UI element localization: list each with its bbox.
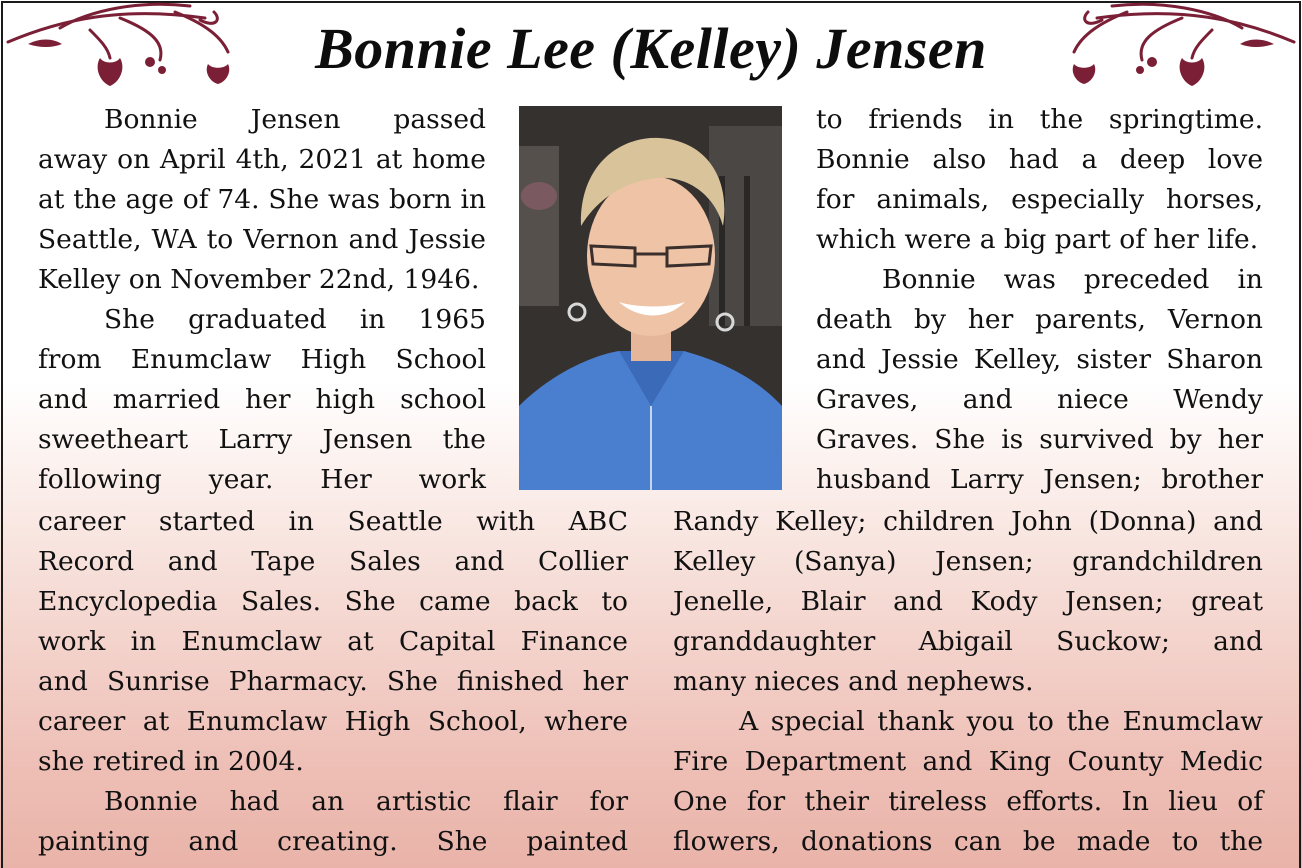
text-line: career started in Seattle with ABC [38, 506, 628, 537]
text-line: She graduated in 1965 [104, 304, 486, 335]
text-line: Fire Department and King County Medic [673, 746, 1263, 777]
text-line: from Enumclaw High School [38, 344, 486, 375]
text-line: Encyclopedia Sales. She came back to [38, 586, 628, 617]
portrait-photo-icon [519, 106, 782, 490]
text-line: Graves, and niece Wendy [816, 384, 1263, 415]
text-line: to friends in the springtime. [816, 104, 1263, 135]
text-line: flowers, donations can be made to the [673, 826, 1263, 857]
text-line: death by her parents, Vernon [816, 304, 1263, 335]
obituary-title: Bonnie Lee (Kelley) Jensen [315, 16, 987, 81]
text-line: Bonnie Jensen passed [104, 104, 486, 135]
text-line: which were a big part of her life. [816, 224, 1259, 255]
text-line: Graves. She is survived by her [816, 424, 1263, 455]
text-line: painting and creating. She painted [38, 826, 628, 857]
text-line: for animals, especially horses, [816, 184, 1263, 215]
text-line: Record and Tape Sales and Collier [38, 546, 628, 577]
text-line: work in Enumclaw at Capital Finance [38, 626, 628, 657]
text-line: at the age of 74. She was born in [38, 184, 486, 215]
text-line: One for their tireless efforts. In lieu of [673, 786, 1263, 817]
text-line: following year. Her work [38, 464, 486, 495]
text-line: Bonnie was preceded in [882, 264, 1263, 295]
text-line: and Sunrise Pharmacy. She finished her [38, 666, 628, 697]
text-line: A special thank you to the Enumclaw [739, 706, 1263, 737]
text-line: Bonnie also had a deep love [816, 144, 1263, 175]
text-line: Randy Kelley; children John (Donna) and [673, 506, 1263, 537]
text-line: and Jessie Kelley, sister Sharon [816, 344, 1263, 375]
text-line: away on April 4th, 2021 at home [38, 144, 486, 175]
text-line: career at Enumclaw High School, where [38, 706, 628, 737]
portrait-photo [519, 106, 782, 490]
text-line: Kelley on November 22nd, 1946. [38, 264, 480, 295]
text-line: many nieces and nephews. [673, 666, 1034, 697]
text-line: sweetheart Larry Jensen the [38, 424, 486, 455]
text-line: granddaughter Abigail Suckow; and [673, 626, 1263, 657]
text-line: Bonnie had an artistic flair for [104, 786, 628, 817]
text-line: Seattle, WA to Vernon and Jessie [38, 224, 486, 255]
text-line: Jenelle, Blair and Kody Jensen; great [673, 586, 1263, 617]
text-line: and married her high school [38, 384, 486, 415]
text-line: she retired in 2004. [38, 746, 304, 777]
text-line: Kelley (Sanya) Jensen; grandchildren [673, 546, 1263, 577]
text-line: husband Larry Jensen; brother [816, 464, 1263, 495]
